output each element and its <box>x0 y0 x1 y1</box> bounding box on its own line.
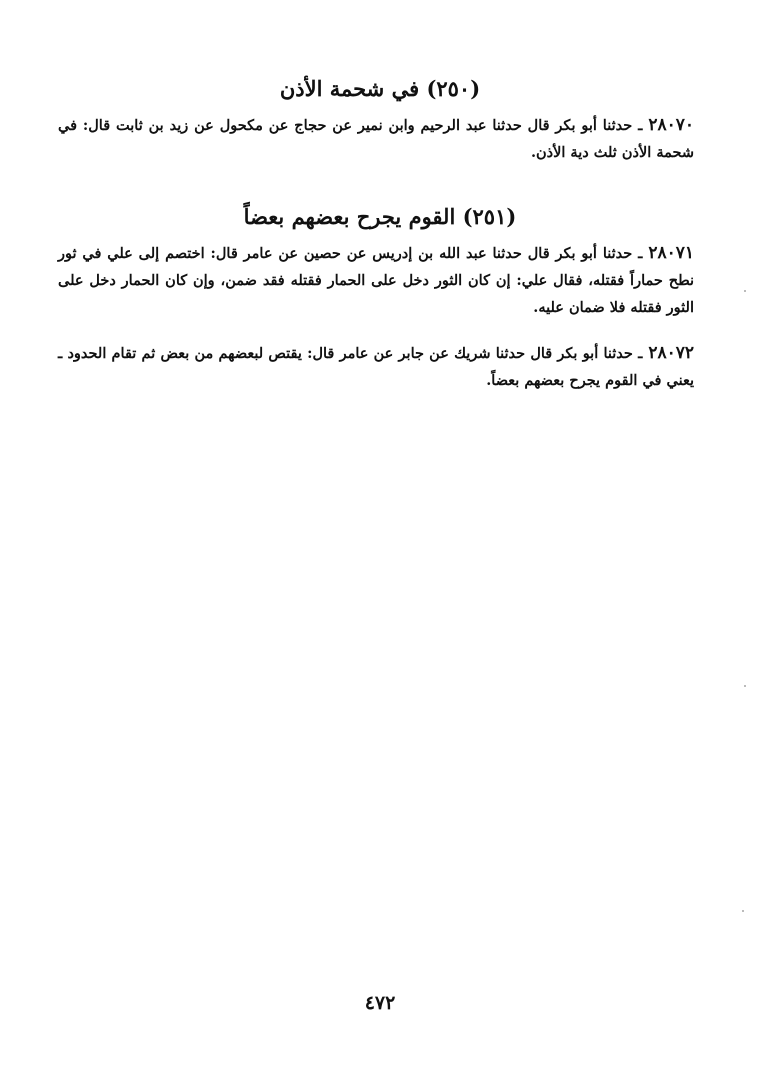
section-heading-250: (٢٥٠) في شحمة الأذن <box>279 76 481 101</box>
scan-speck <box>744 290 746 292</box>
scan-speck <box>742 910 744 912</box>
entry-28071 <box>58 240 694 321</box>
entry-number: ٢٨٠٧١ <box>648 243 694 263</box>
section-heading-251: (٢٥١) القوم يجرح بعضهم بعضاً <box>243 204 517 229</box>
entry-28072 <box>58 340 694 394</box>
scan-speck <box>744 685 746 687</box>
entry-text: ـ حدثنا أبو بكر قال حدثنا عبد الله بن إدريس عن حصين عن عامر قال: اختصم إلى علي في ثور نطح حماراً فقتله، فقال علي: إن كان الثور دخل على الحمار فقتله فقد ضمن، وإن كان الحمار دخل على الثور فقتله فلا ضمان عليه. <box>58 245 694 316</box>
page-number: ٤٧٢ <box>364 992 396 1014</box>
entry-28070 <box>58 112 694 166</box>
entry-text: ـ حدثنا أبو بكر قال حدثنا شريك عن جابر عن عامر قال: يقتص لبعضهم من بعض ثم تقام الحدود ـ يعني في القوم يجرح بعضهم بعضاً. <box>58 345 694 389</box>
entry-text: ـ حدثنا أبو بكر قال حدثنا عبد الرحيم وابن نمير عن حجاج عن مكحول عن زيد بن ثابت قال: في شحمة الأذن ثلث دية الأذن. <box>58 117 694 161</box>
entry-number: ٢٨٠٧٢ <box>648 343 694 363</box>
entry-number: ٢٨٠٧٠ <box>648 115 694 135</box>
